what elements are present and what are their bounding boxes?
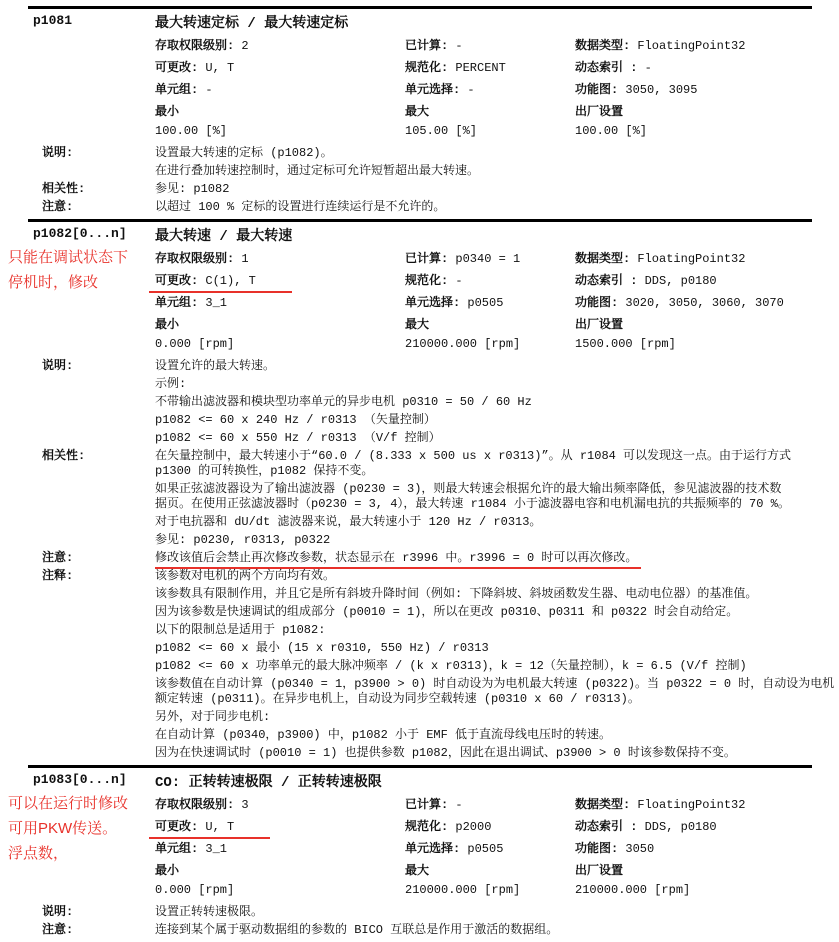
desc-line: 因为在快速调试时 (p0010 = 1) 也提供参数 p1082，因此在退出调试、p3900 > 0 时该参数保持不变。 — [155, 746, 736, 760]
desc-label: 说明: — [42, 146, 74, 160]
attr-row — [0, 334, 839, 356]
attr-unit-selection: 单元选择: p0505 — [405, 842, 504, 856]
desc-line: 设置允许的最大转速。 — [155, 359, 276, 373]
max-header: 最大 — [405, 864, 430, 878]
desc-row — [0, 449, 839, 548]
margin-annotation-line: 可用PKW传送。 — [8, 820, 118, 837]
max-value: 210000.000 [rpm] — [405, 337, 521, 351]
param-section-p1081 — [0, 6, 839, 219]
desc-row — [0, 182, 839, 197]
desc-line: 不带输出滤波器和模块型功率单元的异步电机 p0310 = 50 / 60 Hz — [155, 395, 532, 409]
param-section-p1083 — [0, 765, 839, 942]
attr-dynamic-index: 动态索引 : DDS, p0180 — [575, 274, 717, 288]
desc-line: 以超过 100 % 定标的设置进行连续运行是不允许的。 — [155, 200, 446, 214]
param-header — [0, 224, 839, 246]
min-value: 0.000 [rpm] — [155, 337, 235, 351]
max-value: 210000.000 [rpm] — [405, 883, 521, 897]
attr-row — [0, 55, 839, 77]
factory-value: 1500.000 [rpm] — [575, 337, 676, 351]
margin-annotation-line: 浮点数， — [8, 845, 69, 862]
param-title: 最大转速定标 / 最大转速定标 — [155, 16, 349, 32]
max-value: 105.00 [%] — [405, 124, 478, 138]
desc-line: p1082 <= 60 x 最小 (15 x r0310, 550 Hz) / r0313 — [155, 641, 489, 655]
desc-row — [0, 923, 839, 938]
factory-header: 出厂设置 — [575, 105, 624, 119]
desc-line: 该参数具有限制作用，并且它是所有斜坡升降时间（例如: 下降斜坡、斜坡函数发生器、电动电位器）的基准值。 — [155, 587, 758, 601]
desc-line: 参见: p0230, r0313, p0322 — [155, 533, 331, 547]
margin-annotation — [8, 791, 128, 866]
attr-calculated: 已计算: - — [405, 39, 463, 53]
attr-dynamic-index: 动态索引 : DDS, p0180 — [575, 820, 717, 834]
attr-data-type: 数据类型: FloatingPoint32 — [575, 252, 746, 266]
param-id: p1081 — [33, 13, 73, 28]
param-header — [0, 770, 839, 792]
param-header — [0, 11, 839, 33]
desc-label: 相关性: — [42, 449, 86, 463]
desc-line: 该参数对电机的两个方向均有效。 — [155, 569, 336, 583]
min-header: 最小 — [155, 105, 180, 119]
attr-normalization: 规范化: - — [405, 274, 463, 288]
desc-rows — [0, 905, 839, 938]
desc-rows — [0, 359, 839, 761]
desc-label: 说明: — [42, 905, 74, 919]
attr-function-diagram: 功能图: 3020, 3050, 3060, 3070 — [575, 296, 784, 310]
max-header: 最大 — [405, 318, 430, 332]
factory-header: 出厂设置 — [575, 318, 624, 332]
margin-annotation-line: 停机时，修改 — [8, 274, 99, 291]
attr-unit-group: 单元组: 3_1 — [155, 296, 228, 310]
param-title: CO: 正转转速极限 / 正转转速极限 — [155, 775, 382, 791]
min-header: 最小 — [155, 318, 180, 332]
desc-line: 因为该参数是快速调试的组成部分 (p0010 = 1)，所以在更改 p0310、p0311 和 p0322 时会自动给定。 — [155, 605, 739, 619]
attr-calculated: 已计算: - — [405, 798, 463, 812]
attr-data-type: 数据类型: FloatingPoint32 — [575, 39, 746, 53]
attr-changeable: 可更改: C(1), T — [155, 271, 292, 288]
attr-function-diagram: 功能图: 3050, 3095 — [575, 83, 698, 97]
margin-annotation-line: 可以在运行时修改 — [8, 795, 129, 812]
attr-unit-selection: 单元选择: p0505 — [405, 296, 504, 310]
desc-line: 另外，对于同步电机: — [155, 710, 271, 724]
attr-dynamic-index: 动态索引 : - — [575, 61, 652, 75]
desc-line: 对于电抗器和 dU/dt 滤波器来说，最大转速小于 120 Hz / r0313。 — [155, 515, 542, 529]
desc-line: 在矢量控制中，最大转速小于“60.0 / (8.333 x 500 us x r0313)”。从 r1084 可以发现这一点。由于运行方式 — [155, 449, 792, 463]
attr-row — [0, 880, 839, 902]
desc-line: 连接到某个属于驱动数据组的参数的 BICO 互联总是作用于激活的数据组。 — [155, 923, 559, 937]
attr-row — [0, 99, 839, 121]
desc-row — [0, 905, 839, 920]
desc-line: 参见: p1082 — [155, 182, 230, 196]
desc-label: 注意: — [42, 551, 74, 565]
desc-row — [0, 146, 839, 179]
desc-label: 说明: — [42, 359, 74, 373]
min-header: 最小 — [155, 864, 180, 878]
param-title: 最大转速 / 最大转速 — [155, 229, 293, 245]
desc-line: 额定转速 (p0311)。在异步电机上，自动设为同步空载转速 (p0310 x 60 / r0313)。 — [155, 692, 640, 706]
desc-line: p1082 <= 60 x 功率单元的最大脉冲频率 / (k x r0313)，k = 12（矢量控制），k = 6.5 (V/f 控制) — [155, 659, 747, 673]
param-id: p1083[0...n] — [33, 772, 127, 787]
param-section-p1082 — [0, 219, 839, 765]
attr-access-level: 存取权限级别: 2 — [155, 39, 249, 53]
attr-row — [0, 77, 839, 99]
desc-row — [0, 569, 839, 761]
desc-line: p1082 <= 60 x 240 Hz / r0313 （矢量控制） — [155, 413, 436, 427]
desc-line: 在进行叠加转速控制时，通过定标可允许短暂超出最大转速。 — [155, 164, 480, 178]
desc-line: 该参数值在自动计算 (p0340 = 1，p3900 > 0) 时自动设为为电机最大转速 (p0322)。当 p0322 = 0 时，自动设为电机 — [155, 677, 835, 691]
desc-line: 示例: — [155, 377, 187, 391]
attr-unit-group: 单元组: - — [155, 83, 213, 97]
attr-calculated: 已计算: p0340 = 1 — [405, 252, 521, 266]
attr-data-type: 数据类型: FloatingPoint32 — [575, 798, 746, 812]
attr-row — [0, 312, 839, 334]
attr-row — [0, 33, 839, 55]
factory-value: 100.00 [%] — [575, 124, 648, 138]
desc-line: 设置正转转速极限。 — [155, 905, 264, 919]
desc-label: 注意: — [42, 200, 74, 214]
margin-annotation — [8, 245, 128, 295]
desc-row — [0, 359, 839, 446]
desc-line: 在自动计算 (p0340，p3900) 中，p1082 小于 EMF 低于直流母线电压时的转速。 — [155, 728, 612, 742]
attr-unit-group: 单元组: 3_1 — [155, 842, 228, 856]
factory-value: 210000.000 [rpm] — [575, 883, 691, 897]
min-value: 0.000 [rpm] — [155, 883, 235, 897]
desc-line: p1300 的可转换性，p1082 保持不变。 — [155, 464, 374, 478]
desc-line: 以下的限制总是适用于 p1082: — [155, 623, 326, 637]
desc-row — [0, 200, 839, 215]
margin-annotation-line: 只能在调试状态下 — [8, 249, 129, 266]
attr-function-diagram: 功能图: 3050 — [575, 842, 655, 856]
desc-line: 修改该值后会禁止再次修改参数，状态显示在 r3996 中。r3996 = 0 时可以再次修改。 — [155, 551, 641, 569]
attr-access-level: 存取权限级别: 1 — [155, 252, 249, 266]
attr-changeable: 可更改: U, T — [155, 817, 270, 834]
attr-unit-selection: 单元选择: - — [405, 83, 475, 97]
desc-label: 注意: — [42, 923, 74, 937]
attr-normalization: 规范化: p2000 — [405, 820, 492, 834]
max-header: 最大 — [405, 105, 430, 119]
desc-label: 注释: — [42, 569, 74, 583]
desc-line: 据页。在使用正弦滤波器时（p0230 = 3, 4），最大转速 r1084 小于滤波器电容和电机漏电抗的共振频率的 70 %。 — [155, 497, 790, 511]
desc-row — [0, 551, 839, 566]
desc-line: 设置最大转速的定标 (p1082)。 — [155, 146, 333, 160]
attr-access-level: 存取权限级别: 3 — [155, 798, 249, 812]
factory-header: 出厂设置 — [575, 864, 624, 878]
min-value: 100.00 [%] — [155, 124, 228, 138]
desc-label: 相关性: — [42, 182, 86, 196]
desc-rows — [0, 146, 839, 215]
param-id: p1082[0...n] — [33, 226, 127, 241]
attr-normalization: 规范化: PERCENT — [405, 61, 506, 75]
attr-changeable: 可更改: U, T — [155, 61, 235, 75]
desc-line: 如果正弦滤波器设为了输出滤波器 (p0230 = 3)，则最大转速会根据允许的最大输出频率降低，参见滤波器的技术数 — [155, 482, 782, 496]
desc-line: p1082 <= 60 x 550 Hz / r0313 （V/f 控制） — [155, 431, 441, 445]
attr-row — [0, 121, 839, 143]
